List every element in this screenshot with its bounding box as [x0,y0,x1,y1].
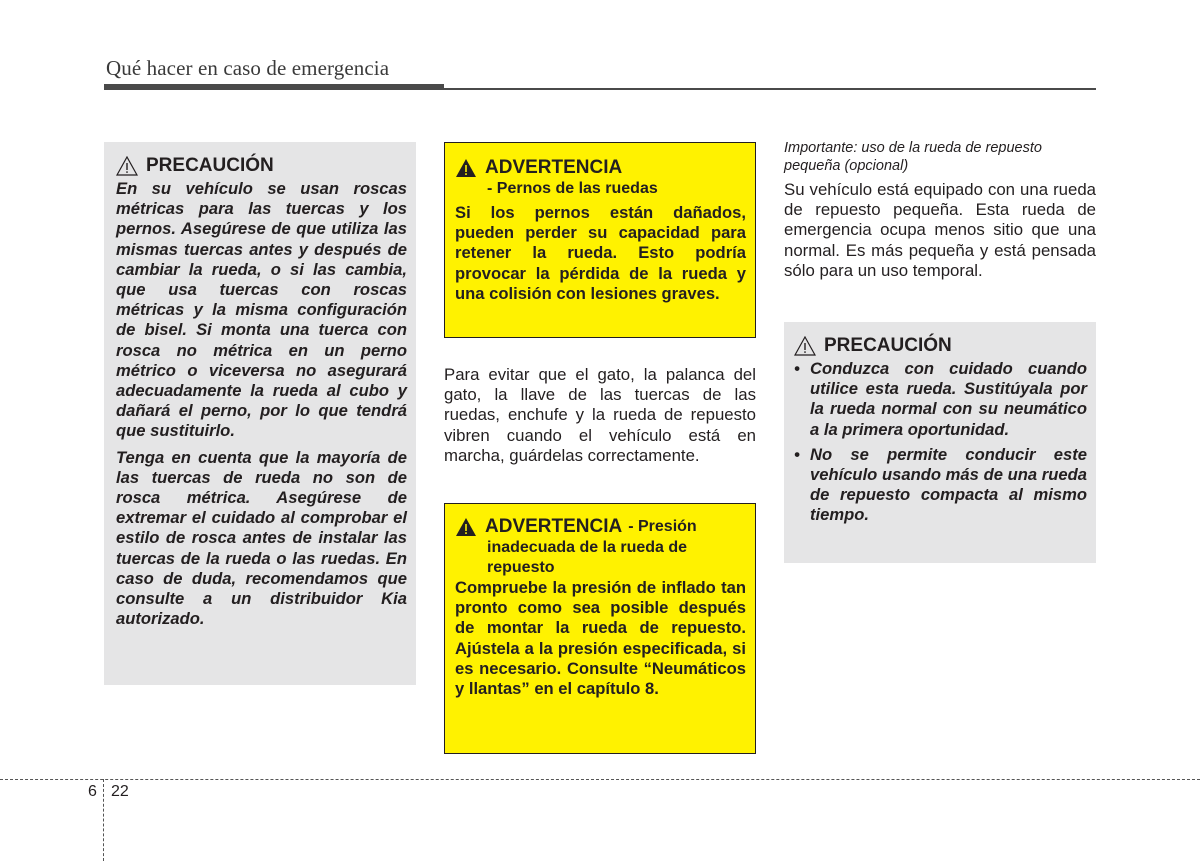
warning-title-suffix: - Presión [628,518,697,535]
warning-body: Compruebe la presión de inflado tan pronto como sea posible después de montar la rueda de repuesto. Ajústela a la presión especificada, si es necesario. Consulte “Neumáticos y llantas” en el capítulo 8. [455,578,746,699]
caution-bullet: • No se permite conducir este vehículo usando más de una rueda de repuesto compacta al mismo tiempo. [794,445,1087,526]
caution-box-metric-nuts [104,142,416,685]
warning-triangle-filled-icon [455,158,477,178]
page-number: 22 [111,783,129,800]
warning-triangle-outline-icon [116,156,138,176]
warning-triangle-filled-icon [455,517,477,537]
spare-tire-text: Su vehículo está equipado con una rueda de repuesto pequeña. Esta rueda de emergencia ocupa menos sitio que una normal. Es más pequeña y está pensada sólo para un uso temporal. [784,180,1096,280]
caution-bullet: • Conduzca con cuidado cuando utilice esta rueda. Sustitúyala por la rueda normal con su neumático a la primera oportunidad. [794,359,1087,440]
warning-box-spare-pressure [444,503,756,754]
caution-paragraph: Tenga en cuenta que la mayoría de las tuercas de rueda no son de rosca métrica. Asegúrese de extremar el cuidado al comprobar el estilo de rosca antes de instalar las tuercas de la rueda o las ruedas. En caso de duda, recomendamos que consulte a un distribuidor Kia autorizado. [116,447,407,629]
caution-title-row [116,155,407,177]
spare-tire-heading: Importante: uso de la rueda de repuesto pequeña (opcional) [784,140,1042,174]
warning-body: Si los pernos están dañados, pueden perder su capacidad para retener la rueda. Esto podría provocar la pérdida de la rueda y una colisión con lesiones graves. [455,203,746,303]
warning-title-row [455,516,746,538]
caution-box-compact-spare [784,322,1096,563]
header-title: Qué hacer en caso de emergencia [106,56,390,80]
header-rule-thin [444,88,1096,90]
header-rule [104,84,444,90]
warning-title-row [455,157,746,179]
warning-triangle-outline-icon [794,336,816,356]
warning-subtitle: inadecuada de la rueda de repuesto [487,539,688,576]
footer-vertical-divider [103,779,104,861]
caution-title: PRECAUCIÓN [824,335,952,356]
warning-box-wheel-bolts [444,142,756,338]
caution-title: PRECAUCIÓN [146,155,274,176]
warning-subtitle: - Pernos de las ruedas [487,180,658,197]
caution-title-row [794,335,1087,357]
footer-divider [0,779,1200,780]
warning-title: ADVERTENCIA [485,157,623,178]
jack-storage-text: Para evitar que el gato, la palanca del gato, la llave de las tuercas de las ruedas, enchufe y la rueda de repuesto vibren cuando el vehículo está en marcha, guárdelas correctamente. [444,365,756,465]
chapter-number: 6 [88,783,97,800]
caution-bullet-list [794,359,1087,526]
warning-title: ADVERTENCIA [485,516,623,537]
caution-paragraph: En su vehículo se usan roscas métricas para las tuercas y los pernos. Asegúrese de que utiliza las mismas tuercas antes y después de cambiar la rueda, o si las cambia, que usa tuercas con roscas métricas y la misma configuración de bisel. Si monta una tuerca con rosca no métrica en un perno métrico o viceversa no asegurará adecuadamente la rueda al cubo y dañará el perno, por lo que tendrá que sustituirlo. [116,179,407,441]
